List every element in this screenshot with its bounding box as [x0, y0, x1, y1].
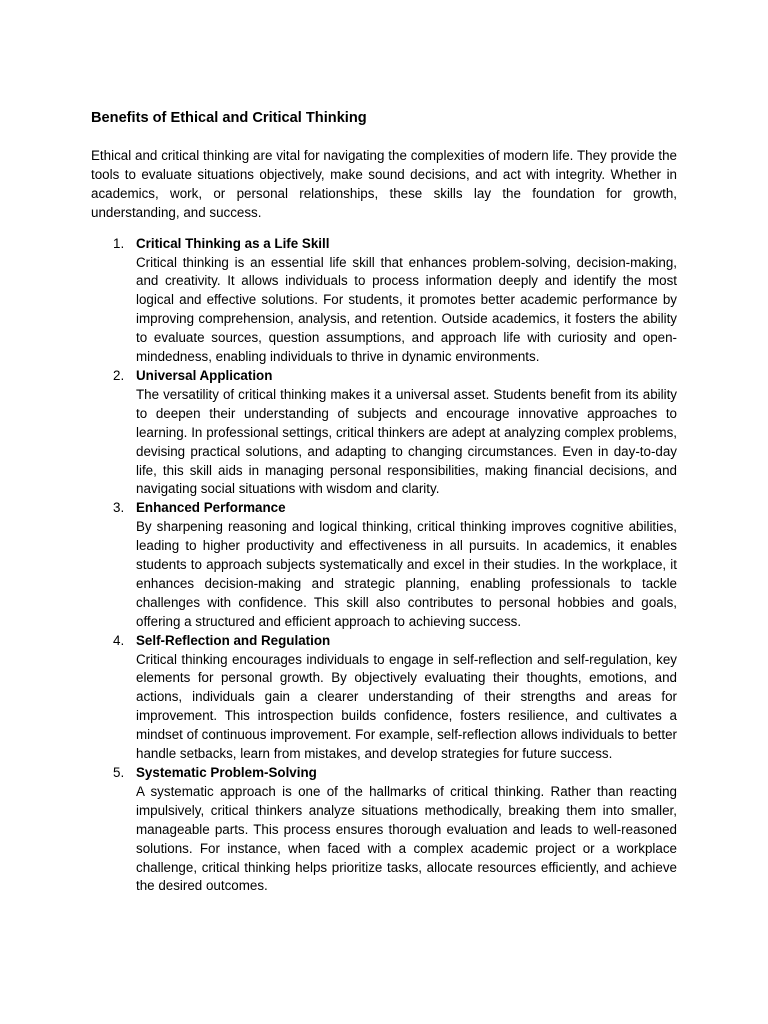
list-item-number: 1. — [113, 235, 125, 251]
list-item-body: By sharpening reasoning and logical thinking, critical thinking improves cognitive abilities, leading to higher productivity and effectiveness in all pursuits. In academics, it enables students to approach subjects systematically and excel in their studies. In the workplace, it enhances decision-making and strategic planning, enabling professionals to tackle challenges with confidence. This skill also contributes to personal hobbies and goals, offering a structured and efficient approach to achieving success. — [136, 519, 677, 629]
benefits-list — [91, 235, 677, 897]
list-item-title: Systematic Problem-Solving — [136, 765, 317, 780]
document-page — [91, 109, 677, 896]
list-item — [91, 499, 677, 631]
list-item-title: Self-Reflection and Regulation — [136, 632, 331, 648]
list-item-title: Universal Application — [136, 367, 273, 383]
list-item — [91, 235, 677, 367]
list-item-body: The versatility of critical thinking makes it a universal asset. Students benefit from its ability to deepen their understanding of subjects and encourage innovative approaches to learning. In professional settings, critical thinkers are adept at analyzing complex problems, devising practical solutions, and adapting to changing circumstances. Even in day-to-day life, this skill aids in managing personal responsibilities, making financial decisions, and navigating social situations with wisdom and clarity. — [136, 386, 677, 497]
list-item-body: Critical thinking encourages individuals to engage in self-reflection and self-regulation, key elements for personal growth. By objectively evaluating their thoughts, emotions, and actions, individuals gain a clearer understanding of their strengths and areas for improvement. This introspection builds confidence, fosters resilience, and cultivates a mindset of continuous improvement. For example, self-reflection allows individuals to better handle setbacks, learn from mistakes, and develop strategies for future success. — [136, 651, 677, 762]
document-title: Benefits of Ethical and Critical Thinking — [91, 110, 367, 126]
list-item-number: 5. — [113, 765, 125, 780]
intro-paragraph: Ethical and critical thinking are vital for navigating the complexities of modern life. They provide the tools to evaluate situations objectively, make sound decisions, and act with integrity. Whether in academics, work, or personal relationships, these skills lay the foundation for growth, understanding, and success. — [91, 148, 677, 220]
list-item — [91, 367, 677, 499]
list-item-body: A systematic approach is one of the hallmarks of critical thinking. Rather than reacting impulsively, critical thinkers analyze situations methodically, breaking them into smaller, manageable parts. This process ensures thorough evaluation and leads to well-reasoned solutions. For instance, when faced with a complex academic project or a workplace challenge, critical thinking helps prioritize tasks, allocate resources efficiently, and achieve the desired outcomes. — [136, 783, 677, 894]
list-item — [91, 632, 677, 764]
list-item-body: Critical thinking is an essential life skill that enhances problem-solving, decision-making, and creativity. It allows individuals to process information deeply and identify the most logical and effective solutions. For students, it promotes better academic performance by improving comprehension, analysis, and retention. Outside academics, it fosters the ability to evaluate sources, question assumptions, and approach life with curiosity and open-mindedness, enabling individuals to thrive in dynamic environments. — [136, 254, 677, 365]
list-item — [91, 764, 677, 896]
list-item-number: 3. — [113, 500, 125, 516]
list-item-title: Critical Thinking as a Life Skill — [136, 235, 330, 251]
list-item-number: 4. — [113, 632, 125, 648]
list-item-number: 2. — [113, 367, 125, 383]
list-item-title: Enhanced Performance — [136, 500, 286, 516]
